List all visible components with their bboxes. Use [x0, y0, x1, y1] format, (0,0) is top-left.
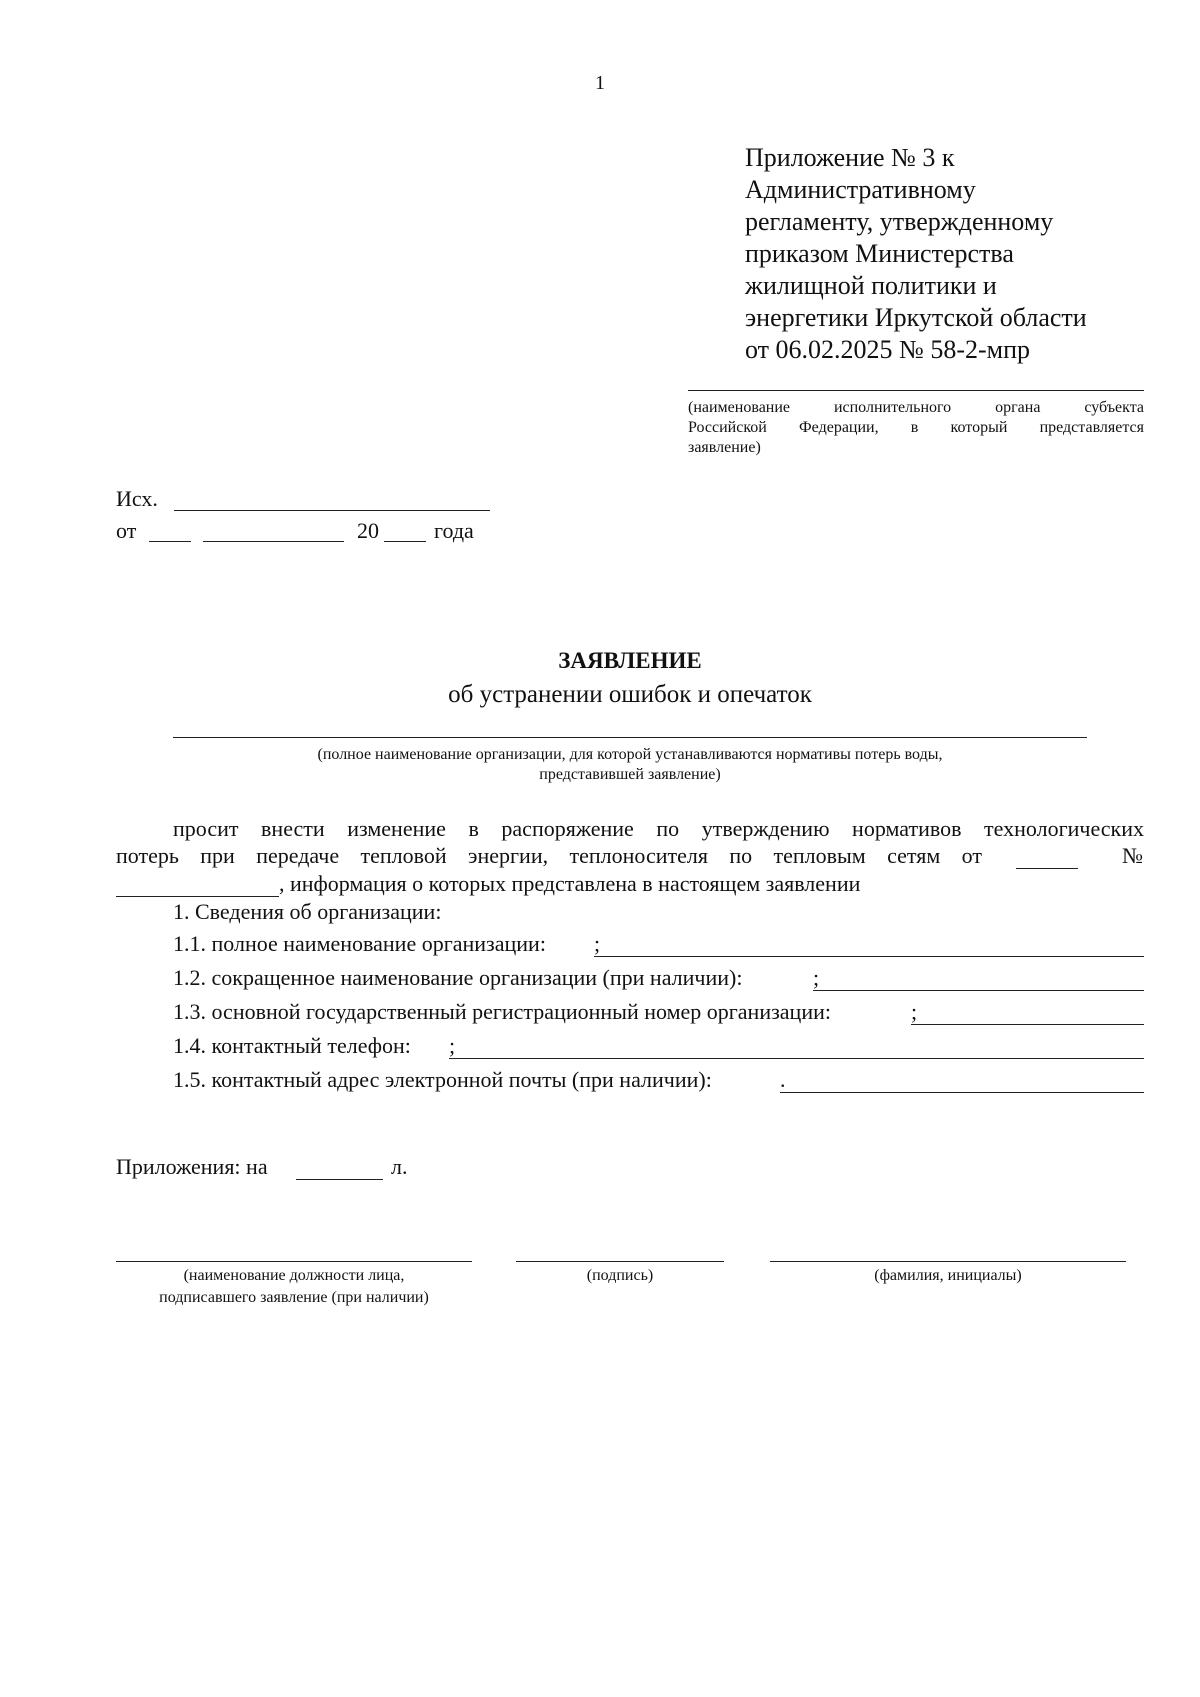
item-label: 1.2. сокращенное наименование организации (при наличии): — [173, 965, 743, 990]
full-name-signature-field[interactable] — [770, 1261, 1126, 1262]
caption-line: подписавшего заявление (при наличии) — [159, 1289, 429, 1306]
caption-line: представившей заявление) — [539, 766, 721, 783]
number-sign: № — [1122, 843, 1143, 868]
annex-line: приказом Министерства — [745, 239, 1014, 268]
caption-line: (полное наименование организации, для которой устанавливаются нормативы потерь воды, — [317, 746, 943, 763]
annex-line: жилищной политики и — [745, 271, 997, 300]
position-caption — [96, 1265, 492, 1309]
email-field[interactable] — [780, 1092, 1144, 1093]
caption-line: Российской Федерации, в который представляется — [688, 419, 1144, 436]
order-number-field[interactable] — [116, 896, 279, 897]
year-field[interactable] — [384, 541, 426, 542]
full-name-field[interactable] — [594, 956, 1144, 957]
annex-line: Административному — [745, 175, 976, 204]
signature-caption: (подпись) — [586, 1267, 654, 1284]
caption-line: (наименование исполнительного органа субъекта — [688, 399, 1144, 416]
section-heading: 1. Сведения об организации: — [173, 899, 442, 924]
short-name-field[interactable] — [813, 990, 1144, 991]
document-title: ЗАЯВЛЕНИЕ — [558, 648, 702, 673]
item-label: 1.5. контактный адрес электронной почты (при наличии): — [173, 1067, 712, 1092]
item-label: 1.4. контактный телефон: — [173, 1033, 411, 1058]
year-prefix: 20 — [357, 518, 379, 543]
outgoing-number-field[interactable] — [174, 510, 490, 511]
month-field[interactable] — [203, 541, 344, 542]
order-date-field[interactable] — [1016, 868, 1078, 869]
name-caption: (фамилия, инициалы) — [874, 1267, 1022, 1284]
recipient-caption — [688, 398, 1144, 458]
caption-line: (наименование должности лица, — [183, 1267, 405, 1284]
annex-line: от 06.02.2025 № 58-2-мпр — [745, 335, 1031, 364]
page-number: 1 — [595, 72, 605, 94]
position-field[interactable] — [116, 1261, 472, 1262]
recipient-field-line[interactable] — [688, 390, 1144, 391]
annex-block — [745, 142, 1145, 366]
attachments-suffix: л. — [391, 1154, 408, 1179]
request-line: потерь при передаче тепловой энергии, теплоносителя по тепловым сетям от — [116, 843, 982, 868]
annex-line: Приложение № 3 к — [745, 143, 955, 172]
document-subtitle: об устранении ошибок и опечаток — [448, 681, 812, 708]
year-suffix: года — [434, 518, 474, 543]
request-paragraph — [116, 815, 1144, 843]
item-label: 1.1. полное наименование организации: — [173, 931, 546, 956]
item-label: 1.3. основной государственный регистрационный номер организации: — [173, 999, 831, 1024]
day-field[interactable] — [149, 541, 191, 542]
signature-field[interactable] — [516, 1261, 724, 1262]
attachments-count-field[interactable] — [296, 1179, 383, 1180]
item-mark: ; — [449, 1033, 456, 1058]
organization-caption — [160, 745, 1100, 785]
annex-line: энергетики Иркутской области — [745, 303, 1087, 332]
request-line: просит внести изменение в распоряжение по утверждению нормативов технологических — [173, 816, 1144, 841]
caption-line: заявление) — [688, 439, 761, 456]
date-prefix: от — [116, 518, 137, 543]
organization-field-line[interactable] — [173, 737, 1087, 738]
annex-line: регламенту, утвержденному — [745, 207, 1054, 236]
item-mark: ; — [813, 965, 820, 990]
attachments-label: Приложения: на — [116, 1154, 268, 1179]
item-mark: ; — [911, 999, 918, 1024]
item-mark: . — [780, 1067, 786, 1092]
request-line: , информация о которых представлена в настоящем заявлении — [279, 871, 861, 896]
phone-field[interactable] — [449, 1058, 1144, 1059]
item-mark: ; — [594, 931, 601, 956]
ogrn-field[interactable] — [911, 1024, 1144, 1025]
outgoing-number-label: Исх. — [116, 486, 158, 511]
